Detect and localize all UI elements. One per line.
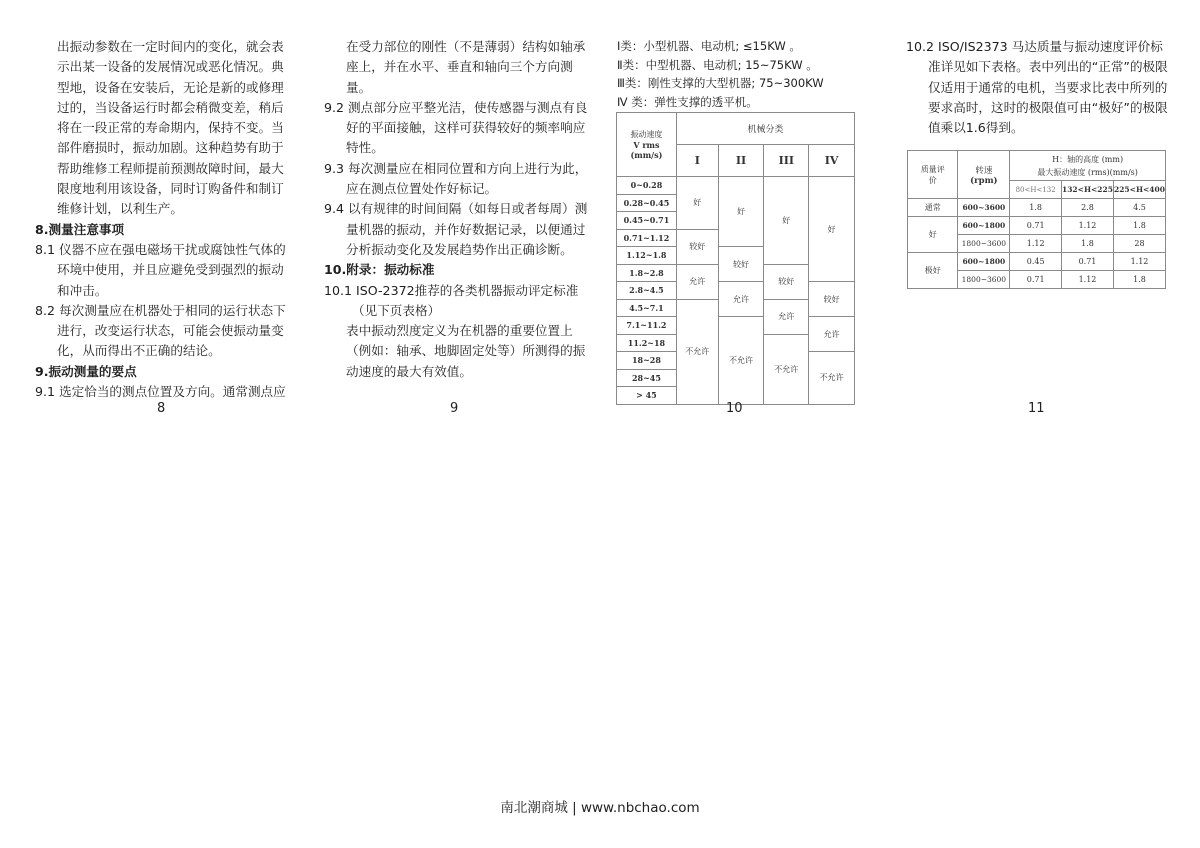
iso2372-vibration-table bbox=[616, 112, 855, 405]
rpm-cell: 600~3600 bbox=[958, 199, 1010, 217]
heading-section-8: 8.测量注意事项 bbox=[35, 221, 125, 237]
trend-paragraph: 出振动参数在一定时间内的变化，就会表示出某一设备的发展情况或恶化情况。典型地，设备在安装后，无论是新的或修理过的，当设备运行时都会稍微变差，稍后将在一段正常的寿命期内，保持不变。当部件磨损时，振动加剧。这种趋势有助于帮助维修工程师提前预测故障时间，最大限度地利用该设备，同时订购备件和制订维修计划，以利生产。 bbox=[57, 39, 284, 217]
item-10-2: 10.2 ISO/IS2373 马达质量与振动速度评价标准详见如下表格。表中列出的“正常”的极限仅适用于通常的电机，当要求比表中所列的要求高时，这时的极限值可由“极好”的极限值乘以1.6得到。 bbox=[906, 39, 1168, 136]
rpm-cell: 600~1800 bbox=[958, 253, 1010, 271]
velocity-header bbox=[617, 113, 677, 177]
range-cell: 0.45~0.71 bbox=[617, 212, 677, 230]
page-number-11: 11 bbox=[1028, 401, 1045, 416]
shaft-height-header bbox=[1010, 151, 1166, 181]
rating-cell: 好 bbox=[809, 177, 855, 282]
item-8-2: 8.2 每次测量应在机器处于相同的运行状态下进行，改变运行状态，可能会使振动量变化，从而得出不正确的结论。 bbox=[35, 302, 286, 359]
machine-classes bbox=[617, 37, 867, 111]
class-4: Ⅳ 类：弹性支撑的透平机。 bbox=[617, 94, 758, 109]
vrms-label: V rms bbox=[633, 140, 660, 150]
value-cell: 0.71 bbox=[1062, 253, 1114, 271]
range-cell: 4.5~7.1 bbox=[617, 299, 677, 317]
item-9-1: 9.1 选定恰当的测点位置及方向。通常测点应 bbox=[35, 384, 286, 400]
site-footer: 南北潮商城 | www.nbchao.com bbox=[500, 800, 700, 816]
range-cell: 11.2~18 bbox=[617, 334, 677, 352]
rpm-cell: 600~1800 bbox=[958, 217, 1010, 235]
rating-cell: 好 bbox=[764, 177, 809, 265]
value-cell: 1.8 bbox=[1113, 217, 1165, 235]
shaft-height-label: H：轴的高度 (mm) bbox=[1052, 154, 1124, 164]
range-cell: 0~0.28 bbox=[617, 177, 677, 195]
class-1: Ⅰ类：小型机器、电动机; ≤15KW 。 bbox=[617, 39, 801, 53]
rating-cell: 不允许 bbox=[764, 334, 809, 404]
class-iii-header: III bbox=[764, 145, 809, 177]
item-8-1: 8.1 仪器不应在强电磁场干扰或腐蚀性气体的环境中使用，并且应避免受到强烈的振动和冲击。 bbox=[35, 241, 286, 298]
rating-cell: 允许 bbox=[764, 299, 809, 334]
range-cell: 1.12~1.8 bbox=[617, 247, 677, 265]
rating-cell: 不允许 bbox=[676, 299, 718, 404]
velocity-header-label: 振动速度 bbox=[630, 130, 663, 139]
range-cell: 2.8~4.5 bbox=[617, 282, 677, 300]
value-cell: 0.71 bbox=[1010, 217, 1062, 235]
value-cell: 4.5 bbox=[1113, 199, 1165, 217]
value-cell: 1.8 bbox=[1062, 235, 1114, 253]
rating-cell: 不允许 bbox=[809, 352, 855, 405]
class-iv-header: IV bbox=[809, 145, 855, 177]
max-velocity-label: 最大振动速度 (rms)(mm/s) bbox=[1037, 167, 1138, 177]
range-cell: 7.1~11.2 bbox=[617, 317, 677, 335]
rating-cell: 允许 bbox=[676, 264, 718, 299]
rpm-cell: 1800~3600 bbox=[958, 271, 1010, 289]
range-cell: 0.71~1.12 bbox=[617, 229, 677, 247]
item-9-1-continued: 在受力部位的刚性（不是薄弱）结构如轴承座上，并在水平、垂直和轴向三个方向测量。 bbox=[346, 39, 586, 95]
range-cell: 1.8~2.8 bbox=[617, 264, 677, 282]
machine-class-header: 机械分类 bbox=[676, 113, 854, 145]
rating-cell: 较好 bbox=[809, 282, 855, 317]
value-cell: 1.12 bbox=[1113, 253, 1165, 271]
value-cell: 1.12 bbox=[1010, 235, 1062, 253]
page-number-10: 10 bbox=[726, 401, 743, 416]
rating-cell: 较好 bbox=[676, 229, 718, 264]
page-8-column bbox=[35, 37, 289, 402]
page-9-column bbox=[324, 37, 588, 382]
sub-header-large: 225<H<400 bbox=[1113, 181, 1165, 199]
rating-cell: 较好 bbox=[718, 247, 764, 282]
sub-header-medium: 132<H<225 bbox=[1062, 181, 1114, 199]
class-i-header: I bbox=[676, 145, 718, 177]
item-10-1: 10.1 ISO-2372推荐的各类机器振动评定标准（见下页表格） bbox=[324, 282, 579, 318]
unit-label: (mm/s) bbox=[630, 150, 663, 160]
rating-cell: 允许 bbox=[809, 317, 855, 352]
value-cell: 0.45 bbox=[1010, 253, 1062, 271]
rating-cell: 不允许 bbox=[718, 317, 764, 405]
heading-section-10: 10.附录：振动标准 bbox=[324, 262, 435, 278]
rpm-unit-label: (rpm) bbox=[970, 175, 998, 186]
value-cell: 28 bbox=[1113, 235, 1165, 253]
rating-cell: 好 bbox=[718, 177, 764, 247]
rating-cell: 好 bbox=[676, 177, 718, 230]
sub-header-small: 80<H<132 bbox=[1010, 181, 1062, 199]
rating-cell: 允许 bbox=[718, 282, 764, 317]
rpm-header-label: 转速 bbox=[975, 165, 993, 176]
item-9-3: 9.3 每次测量应在相同位置和方向上进行为此，应在测点位置处作好标记。 bbox=[324, 160, 588, 197]
value-cell: 0.71 bbox=[1010, 271, 1062, 289]
vibration-severity-definition: 表中振动烈度定义为在机器的重要位置上（例如：轴承、地脚固定处等）所测得的振动速度的最大有效值。 bbox=[346, 323, 586, 379]
value-cell: 1.8 bbox=[1113, 271, 1165, 289]
page-number-9: 9 bbox=[450, 401, 459, 416]
item-9-4: 9.4 以有规律的时间间隔（如每日或者每周）测量机器的振动，并作好数据记录，以便通过分析振动变化及发展趋势作出正确诊断。 bbox=[324, 201, 588, 257]
item-9-2: 9.2 测点部分应平整光洁，使传感器与测点有良好的平面接触，这样可获得较好的频率响应特性。 bbox=[324, 99, 588, 156]
value-cell: 1.8 bbox=[1010, 199, 1062, 217]
class-3: Ⅲ类：刚性支撑的大型机器; 75~300KW bbox=[617, 76, 824, 90]
range-cell: 0.28~0.45 bbox=[617, 194, 677, 212]
class-2: Ⅱ类：中型机器、电动机; 15~75KW 。 bbox=[617, 57, 818, 72]
grade-cell: 极好 bbox=[908, 253, 958, 289]
grade-header bbox=[908, 151, 958, 199]
value-cell: 1.12 bbox=[1062, 271, 1114, 289]
range-cell: 28~45 bbox=[617, 369, 677, 387]
class-ii-header: II bbox=[718, 145, 764, 177]
rpm-cell: 1800~3600 bbox=[958, 235, 1010, 253]
iso2373-motor-table bbox=[907, 150, 1166, 289]
value-cell: 2.8 bbox=[1062, 199, 1114, 217]
grade-header-label: 质量评价 bbox=[920, 164, 945, 185]
value-cell: 1.12 bbox=[1062, 217, 1114, 235]
range-cell: 18~28 bbox=[617, 352, 677, 370]
page-number-8: 8 bbox=[157, 401, 166, 416]
grade-cell: 通常 bbox=[908, 199, 958, 217]
range-cell: > 45 bbox=[617, 387, 677, 405]
page-11-column bbox=[906, 37, 1168, 138]
rpm-header bbox=[958, 151, 1010, 199]
grade-cell: 好 bbox=[908, 217, 958, 253]
rating-cell: 较好 bbox=[764, 264, 809, 299]
heading-section-9: 9.振动测量的要点 bbox=[35, 363, 137, 379]
